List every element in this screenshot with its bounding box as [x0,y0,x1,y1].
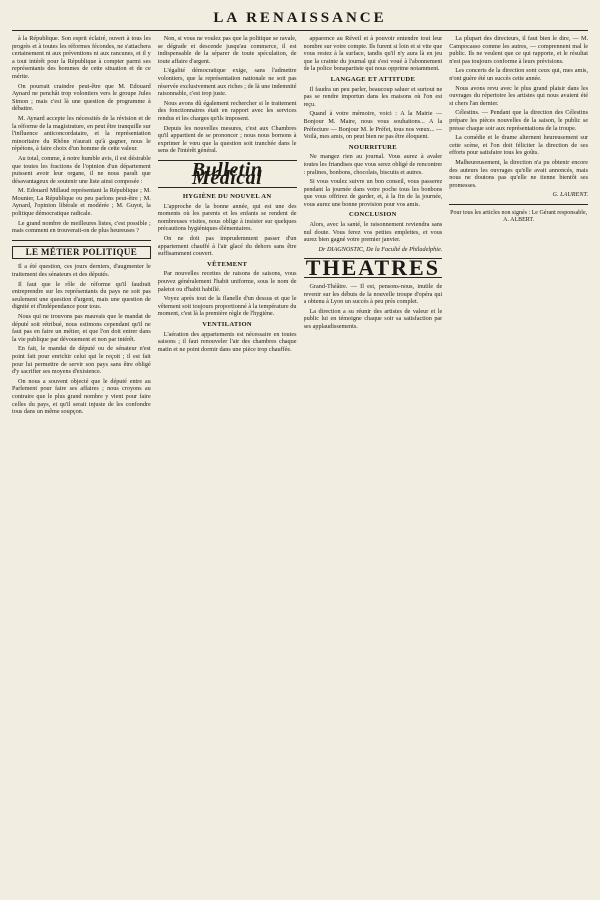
paragraph: On ne doit pas imprudemment passer d'un appartement chauffé à l'air glacé du dehors sans être suffisamment couvert. [157,235,297,258]
paragraph: Les concerts de la direction sont ceux qui, mes amis, n'ont guère été un succès cette année. [449,67,588,82]
subhead-conclusion: CONCLUSION [349,211,397,219]
subhead-hygiene: HYGIÈNE DU NOUVEL AN [182,193,272,201]
footer-note: Pour tous les articles non signés : Le Gérant responsable, A. ALBERT. [450,209,588,224]
paragraph: Il a été question, ces jours derniers, d'augmenter le traitement des sénateurs et des députés. [12,263,151,279]
divider [449,204,588,205]
bulletin-medical-title: Bulletin Médical [191,158,263,189]
paragraph: La plupart des directeurs, il faut bien le dire, — M. Campocasso comme les autres, — comprennent mal le public. Ils ne veulent que ce qui rapporte, et le résultat n'est pas toujours conforme à leurs prévisions. [449,35,588,65]
paragraph: Alors, avec la santé, le raisonnement reviendra sans nul doute. Vous ferez vos petites emplettes, et vous aurez bien gagné votre premier janvier. [303,221,443,244]
paragraph: L'égalité démocratique exige, sans l'admettre volontiers, que la représentation nationale ne soit pas réservée exclusivement aux riches ; de là une indemnité raisonnable, c'est trop juste. [157,67,297,98]
paragraph: Célestins. — Pendant que la direction des Célestins prépare les pièces nouvelles de la saison, le public se presse chaque soir aux représentations de la troupe. [449,109,588,132]
paragraph: apparence au Réveil et à pouvoir entendre tout leur nombre sur votre compte. Ils furent si loin et si vite que vous restez à la surface, tandis qu'il n'y aura là en jeu que la crainte du journal qui s'est voué à l'abonnement de la police bonapartiste qui nous opprime notamment. [303,35,443,73]
paragraph: Nous avons revu avec le plus grand plaisir dans les ouvrages du répertoire les artistes qui nous avaient été si chers l'an dernier. [449,84,588,107]
masthead-title: LA RENAISSANCE [213,9,387,26]
paragraph: Par nouvelles recettes de raisons de saisons, vous pouvez généralement l'habit uniforme, sous le nom de paletot ou d'habit habillé. [157,270,297,293]
section-title-metier: LE MÉTIER POLITIQUE [12,246,151,260]
theatres-title: THEATRES [305,255,440,281]
subhead-ventilation: VENTILATION [202,321,252,328]
paragraph: On pourrait craindre peut-être que M. Edouard Aynard ne penchât trop volontiers vers le groupe Jules Simon ; mais c'est là une question de programme à débattre. [12,82,151,113]
paragraph: Il faut que le rôle de réforme qu'il faudrait entreprendre sur les représentants du pays ne soit pas seulement une question d'argent, mais une question de dignité et d'indépendance pour tous. [12,280,151,311]
subhead-langage: LANGAGE ET ATTITUDE [330,75,416,83]
paragraph: M. Edouard Millaud représentant la République ; M. Mounier, La République ou peu parlons peut-être ; M. Aynard, l'opinion libérale et modérée ; M. Guyot, la politique démocratique radicale. [12,187,151,218]
paragraph: Il faudra un peu parler, beaucoup saluer et surtout ne pas se rendre importun dans les maisons où l'on est reçu. [303,85,443,108]
subhead-nourriture: NOURRITURE [348,143,397,151]
column-4 [449,35,588,885]
paragraph: La direction a su réunir des artistes de valeur et le public lui en témoigne chaque soir sa satisfaction par ses applaudissements. [303,307,443,330]
paragraph: L'aération des appartements est nécessaire en toutes saisons ; il faut renouveler l'air des chambres chaque matin et ne point dormir dans une pièce trop chauffée. [157,330,297,353]
column-1 [12,35,151,885]
column-2 [158,35,297,885]
paragraph: Non, si vous ne voulez pas que la politique se ravale, se dégrade et descende jusqu'au commerce, il est indispensable de la séparer de toute spéculation, de toute affaire d'argent. [157,35,297,65]
paragraph: Nous qui ne trouvons pas mauvais que le mandat de député soit rétribué, nous estimons cependant qu'il ne faut pas en faire un métier, et que l'on doit entrer dans la vie publique par dévouement et non par intérêt. [12,313,151,343]
signature: G. LAURENT. [552,191,588,199]
signature: Dr DIAGNOSTIC, De la Faculté de Philadelphie. [318,245,443,253]
paragraph: En fait, le mandat de député ou de sénateur n'est point fait pour enrichir celui qui le reçoit ; il est fait pour lui permettre de servir son pays sans être obligé d'y sacrifier ses moyens d'existence. [12,345,151,376]
paragraph: Si vous voulez suivre un bon conseil, vous passerez pendant la journée dans votre poche tous les bonbons que vous offrirez de garder, et, à la fin de la journée, vous aurez une bonne provision pour vos amis. [303,178,443,208]
column-3 [304,35,443,885]
paragraph: M. Aynard accepte les nécessités de la révision et de la réforme de la magistrature, en peut être tranquille sur l'influence anticoncordataire, et la représentation minoritaire du Rhône n'aurait qu'à gagner, nous le répétons, à faire choix d'un homme de cette valeur. [12,114,151,153]
paragraph: Au total, comme, à notre humble avis, il est désirable que toutes les fractions de l'opinion d'un département puissent avoir leur organe, il ne nous paraît que désavantageux de soutenir une liste ainsi composée : [12,154,151,185]
paragraph: Depuis les nouvelles mesures, c'est aux Chambres qu'il appartient de se prononcer ; nous nous bornons à exprimer le vœu que la question soit tranchée dans le sens de l'intérêt général. [157,124,297,155]
paragraph: Quand à votre mémoire, voici : A la Mairie — Bonjour M. Maire, nous vous souhaitons... A la Préfecture — Bonjour M. le Préfet, tous nos vœux... — Voilà, mes amis, on peut bien ne pas être éloquent. [303,110,443,141]
paragraph: Ne mangez rien au journal. Vous aurez à avaler toutes les friandises que vous serez obligé de rencontrer : pralines, bonbons, chocolats, biscuits et autres. [303,153,443,176]
paragraph: Grand-Théâtre. — Il est, pensons-nous, inutile de revenir sur les débuts de la nouvelle troupe d'opéra qui a obtenu à Lyon un succès à peu près complet. [303,283,443,306]
paragraph: La comédie et le drame alternent heureusement sur cette scène, et l'on doit féliciter la direction de ses efforts pour satisfaire tous les goûts. [449,134,588,157]
paragraph: à la République. Son esprit éclairé, ouvert à tous les progrès et à toutes les réformes fécondes, ne s'attachera certainement ni aux préventions ni aux rancunes, et il y a tout intérêt pour la République à compter parmi ses représentants des hommes de cette situation et de ce mérite. [12,35,151,80]
subhead-vetement: VÊTEMENT [207,260,248,268]
paragraph: L'approche de la bonne année, qui est une des moments où les parents et les enfants se rendent de nombreuses visites, nous oblige à insister sur quelques précautions hygiéniques élémentaires. [157,202,297,233]
divider [12,240,151,241]
paragraph: Voyez après tout de la flanelle d'un dessus et que le vêtement soit toujours proportionné à la température du moment, c'est là la première règle de l'hygiène. [157,295,297,318]
paragraph: Le grand nombre de meilleures listes, c'est possible ; mais comment en trouverait-on de plus heureuses ? [12,219,151,235]
paragraph: Nous avons dû également rechercher si le traitement des fonctionnaires était en rapport avec les services rendus et les charges qu'ils imposent. [157,99,297,122]
masthead [12,6,588,31]
columns [12,35,588,885]
paragraph: On nous a souvent objecté que le député entre au Parlement pour faire ses affaires ; nous croyons au contraire que le plus grand nombre y vient pour faire celles du pays, et qu'il serait injuste de les confondre tous dans un même soupçon. [12,377,151,416]
paragraph: Malheureusement, la direction n'a pu obtenir encore des auteurs les ouvrages qu'elle avait annoncés, mais nous ne doutons pas qu'elle ne tienne bientôt ses promesses. [449,158,588,189]
